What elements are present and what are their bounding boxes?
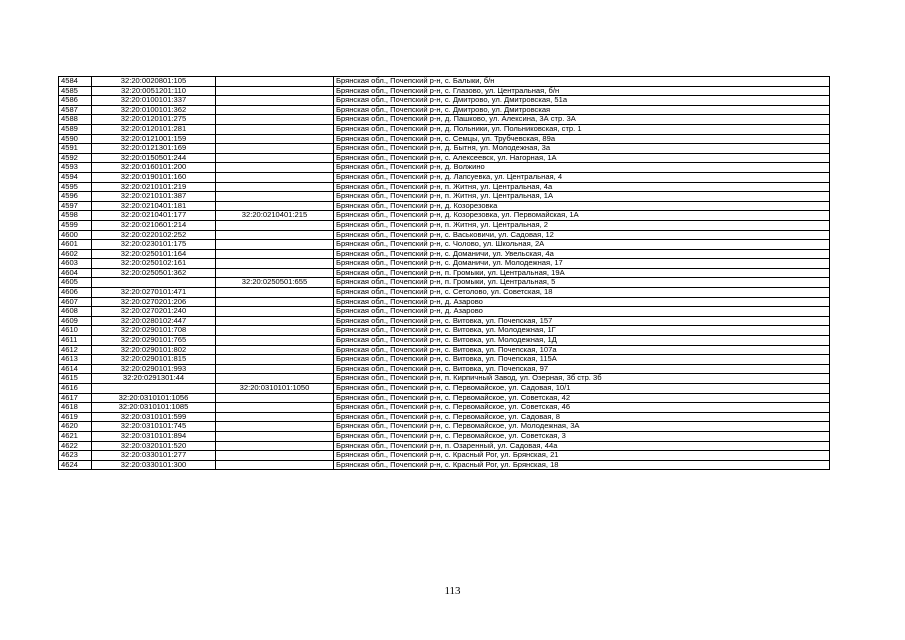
secondary-cadastral-number-cell	[216, 220, 334, 230]
cadastral-number-cell: 32:20:0270201:206	[92, 297, 216, 307]
secondary-cadastral-number-cell	[216, 240, 334, 250]
row-number-cell: 4607	[59, 297, 92, 307]
cadastral-number-cell: 32:20:0291301:44	[92, 374, 216, 384]
secondary-cadastral-number-cell	[216, 192, 334, 202]
table-row	[59, 288, 830, 298]
secondary-cadastral-number-cell	[216, 431, 334, 441]
secondary-cadastral-number-cell	[216, 307, 334, 317]
address-cell: Брянская обл., Почепский р-н, с. Витовка, ул. Почепская, 107а	[334, 345, 830, 355]
row-number-cell: 4585	[59, 86, 92, 96]
cadastral-number-cell: 32:20:0290101:708	[92, 326, 216, 336]
row-number-cell: 4590	[59, 134, 92, 144]
row-number-cell: 4602	[59, 249, 92, 259]
table-row	[59, 316, 830, 326]
table-row	[59, 249, 830, 259]
address-cell: Брянская обл., Почепский р-н, с. Алексеевск, ул. Нагорная, 1А	[334, 153, 830, 163]
cadastral-number-cell: 32:20:0120101:281	[92, 124, 216, 134]
cadastral-number-cell: 32:20:0121301:169	[92, 144, 216, 154]
cadastral-number-cell: 32:20:0290101:802	[92, 345, 216, 355]
address-cell: Брянская обл., Почепский р-н, п. Житня, ул. Центральная, 1А	[334, 192, 830, 202]
row-number-cell: 4596	[59, 192, 92, 202]
table-row	[59, 230, 830, 240]
table-row	[59, 441, 830, 451]
cadastral-number-cell: 32:20:0210401:181	[92, 201, 216, 211]
row-number-cell: 4584	[59, 77, 92, 87]
cadastral-number-cell: 32:20:0051201:110	[92, 86, 216, 96]
cadastral-number-cell: 32:20:0100101:337	[92, 96, 216, 106]
row-number-cell: 4624	[59, 460, 92, 470]
secondary-cadastral-number-cell	[216, 124, 334, 134]
address-cell: Брянская обл., Почепский р-н, с. Первомайское, ул. Молодежная, 3А	[334, 422, 830, 432]
cadastral-number-cell: 32:20:0230101:175	[92, 240, 216, 250]
address-cell: Брянская обл., Почепский р-н, д. Козорезовка	[334, 201, 830, 211]
row-number-cell: 4614	[59, 364, 92, 374]
row-number-cell: 4593	[59, 163, 92, 173]
table-row	[59, 115, 830, 125]
row-number-cell: 4589	[59, 124, 92, 134]
address-cell: Брянская обл., Почепский р-н, с. Доманичи, ул. Молодежная, 17	[334, 259, 830, 269]
cadastral-number-cell: 32:20:0100101:362	[92, 105, 216, 115]
secondary-cadastral-number-cell	[216, 412, 334, 422]
secondary-cadastral-number-cell	[216, 268, 334, 278]
row-number-cell: 4605	[59, 278, 92, 288]
cadastral-number-cell: 32:20:0310101:599	[92, 412, 216, 422]
table-row	[59, 345, 830, 355]
address-cell: Брянская обл., Почепский р-н, с. Дмитрово, ул. Дмитровская	[334, 105, 830, 115]
table-row	[59, 134, 830, 144]
table-row	[59, 268, 830, 278]
address-cell: Брянская обл., Почепский р-н, д. Волжино	[334, 163, 830, 173]
cadastral-number-cell: 32:20:0190101:160	[92, 172, 216, 182]
address-cell: Брянская обл., Почепский р-н, с. Чолово, ул. Школьная, 2А	[334, 240, 830, 250]
address-cell: Брянская обл., Почепский р-н, с. Доманичи, ул. Увельская, 4а	[334, 249, 830, 259]
secondary-cadastral-number-cell	[216, 144, 334, 154]
address-cell: Брянская обл., Почепский р-н, с. Первомайское, ул. Советская, 42	[334, 393, 830, 403]
secondary-cadastral-number-cell	[216, 96, 334, 106]
secondary-cadastral-number-cell	[216, 460, 334, 470]
table-row	[59, 393, 830, 403]
address-cell: Брянская обл., Почепский р-н, с. Первомайское, ул. Советская, 46	[334, 403, 830, 413]
table-row	[59, 451, 830, 461]
cadastral-number-cell: 32:20:0330101:300	[92, 460, 216, 470]
cadastral-number-cell: 32:20:0290101:815	[92, 355, 216, 365]
cadastral-number-cell: 32:20:0210101:387	[92, 192, 216, 202]
row-number-cell: 4622	[59, 441, 92, 451]
secondary-cadastral-number-cell: 32:20:0210401:215	[216, 211, 334, 221]
row-number-cell: 4597	[59, 201, 92, 211]
cadastral-number-cell: 32:20:0310101:1085	[92, 403, 216, 413]
row-number-cell: 4621	[59, 431, 92, 441]
cadastral-number-cell: 32:20:0120101:275	[92, 115, 216, 125]
address-cell: Брянская обл., Почепский р-н, п. Озаренный, ул. Садовая, 44а	[334, 441, 830, 451]
table-row	[59, 374, 830, 384]
table-row	[59, 182, 830, 192]
secondary-cadastral-number-cell	[216, 115, 334, 125]
cadastral-number-cell: 32:20:0020801:105	[92, 77, 216, 87]
secondary-cadastral-number-cell	[216, 336, 334, 346]
address-cell: Брянская обл., Почепский р-н, с. Васьковичи, ул. Садовая, 12	[334, 230, 830, 240]
row-number-cell: 4620	[59, 422, 92, 432]
address-cell: Брянская обл., Почепский р-н, д. Азарово	[334, 307, 830, 317]
row-number-cell: 4618	[59, 403, 92, 413]
address-cell: Брянская обл., Почепский р-н, п. Житня, ул. Центральная, 2	[334, 220, 830, 230]
secondary-cadastral-number-cell	[216, 441, 334, 451]
secondary-cadastral-number-cell	[216, 422, 334, 432]
secondary-cadastral-number-cell	[216, 345, 334, 355]
row-number-cell: 4587	[59, 105, 92, 115]
table-row	[59, 412, 830, 422]
address-cell: Брянская обл., Почепский р-н, с. Первомайское, ул. Садовая, 8	[334, 412, 830, 422]
address-cell: Брянская обл., Почепский р-н, с. Глазово, ул. Центральная, б/н	[334, 86, 830, 96]
row-number-cell: 4599	[59, 220, 92, 230]
secondary-cadastral-number-cell	[216, 297, 334, 307]
registry-table	[58, 76, 830, 470]
row-number-cell: 4608	[59, 307, 92, 317]
row-number-cell: 4586	[59, 96, 92, 106]
table-row	[59, 77, 830, 87]
address-cell: Брянская обл., Почепский р-н, п. Громыки, ул. Центральная, 19А	[334, 268, 830, 278]
cadastral-number-cell: 32:20:0250101:164	[92, 249, 216, 259]
cadastral-number-cell: 32:20:0270201:240	[92, 307, 216, 317]
secondary-cadastral-number-cell	[216, 355, 334, 365]
table-row	[59, 384, 830, 394]
address-cell: Брянская обл., Почепский р-н, д. Козорезовка, ул. Первомайская, 1А	[334, 211, 830, 221]
secondary-cadastral-number-cell	[216, 153, 334, 163]
secondary-cadastral-number-cell	[216, 326, 334, 336]
address-cell: Брянская обл., Почепский р-н, с. Красный Рог, ул. Брянская, 21	[334, 451, 830, 461]
secondary-cadastral-number-cell	[216, 364, 334, 374]
address-cell: Брянская обл., Почепский р-н, с. Первомайское, ул. Советская, 3	[334, 431, 830, 441]
row-number-cell: 4604	[59, 268, 92, 278]
table-row	[59, 240, 830, 250]
secondary-cadastral-number-cell	[216, 288, 334, 298]
row-number-cell: 4613	[59, 355, 92, 365]
row-number-cell: 4612	[59, 345, 92, 355]
table-row	[59, 460, 830, 470]
secondary-cadastral-number-cell	[216, 451, 334, 461]
cadastral-number-cell: 32:20:0310101:894	[92, 431, 216, 441]
secondary-cadastral-number-cell	[216, 77, 334, 87]
row-number-cell: 4609	[59, 316, 92, 326]
address-cell: Брянская обл., Почепский р-н, п. Житня, ул. Центральная, 4а	[334, 182, 830, 192]
table-row	[59, 326, 830, 336]
row-number-cell: 4615	[59, 374, 92, 384]
row-number-cell: 4623	[59, 451, 92, 461]
table-row	[59, 86, 830, 96]
table-row	[59, 297, 830, 307]
table-row	[59, 220, 830, 230]
table-row	[59, 364, 830, 374]
table-row	[59, 96, 830, 106]
cadastral-number-cell: 32:20:0250501:362	[92, 268, 216, 278]
table-row	[59, 105, 830, 115]
address-cell: Брянская обл., Почепский р-н, с. Витовка, ул. Молодежная, 1Г	[334, 326, 830, 336]
table-row	[59, 124, 830, 134]
cadastral-number-cell: 32:20:0210401:177	[92, 211, 216, 221]
cadastral-number-cell: 32:20:0310101:745	[92, 422, 216, 432]
cadastral-number-cell	[92, 278, 216, 288]
cadastral-number-cell: 32:20:0210101:219	[92, 182, 216, 192]
secondary-cadastral-number-cell	[216, 316, 334, 326]
cadastral-number-cell: 32:20:0290101:993	[92, 364, 216, 374]
row-number-cell: 4610	[59, 326, 92, 336]
table-row	[59, 278, 830, 288]
table-row	[59, 336, 830, 346]
address-cell: Брянская обл., Почепский р-н, с. Первомайское, ул. Садовая, 10/1	[334, 384, 830, 394]
table-row	[59, 355, 830, 365]
cadastral-number-cell: 32:20:0220102:252	[92, 230, 216, 240]
address-cell: Брянская обл., Почепский р-н, д. Польники, ул. Польниковская, стр. 1	[334, 124, 830, 134]
row-number-cell: 4595	[59, 182, 92, 192]
address-cell: Брянская обл., Почепский р-н, п. Громыки, ул. Центральная, 5	[334, 278, 830, 288]
secondary-cadastral-number-cell	[216, 134, 334, 144]
table-row	[59, 211, 830, 221]
table-row	[59, 201, 830, 211]
row-number-cell: 4619	[59, 412, 92, 422]
table-row	[59, 153, 830, 163]
address-cell: Брянская обл., Почепский р-н, с. Витовка, ул. Почепская, 157	[334, 316, 830, 326]
cadastral-number-cell: 32:20:0121001:159	[92, 134, 216, 144]
row-number-cell: 4601	[59, 240, 92, 250]
address-cell: Брянская обл., Почепский р-н, с. Витовка, ул. Почепская, 97	[334, 364, 830, 374]
cadastral-number-cell	[92, 384, 216, 394]
row-number-cell: 4603	[59, 259, 92, 269]
row-number-cell: 4594	[59, 172, 92, 182]
address-cell: Брянская обл., Почепский р-н, с. Дмитрово, ул. Дмитровская, 51а	[334, 96, 830, 106]
secondary-cadastral-number-cell	[216, 201, 334, 211]
row-number-cell: 4600	[59, 230, 92, 240]
address-cell: Брянская обл., Почепский р-н, с. Балыки, б/н	[334, 77, 830, 87]
secondary-cadastral-number-cell	[216, 172, 334, 182]
address-cell: Брянская обл., Почепский р-н, д. Бытня, ул. Молодежная, 3а	[334, 144, 830, 154]
table-row	[59, 422, 830, 432]
cadastral-number-cell: 32:20:0210601:214	[92, 220, 216, 230]
cadastral-number-cell: 32:20:0320101:520	[92, 441, 216, 451]
secondary-cadastral-number-cell	[216, 182, 334, 192]
table-row	[59, 403, 830, 413]
cadastral-number-cell: 32:20:0310101:1056	[92, 393, 216, 403]
address-cell: Брянская обл., Почепский р-н, д. Пашково, ул. Алексина, 3А стр. 3А	[334, 115, 830, 125]
table-row	[59, 163, 830, 173]
cadastral-number-cell: 32:20:0280102:447	[92, 316, 216, 326]
row-number-cell: 4588	[59, 115, 92, 125]
cadastral-number-cell: 32:20:0330101:277	[92, 451, 216, 461]
address-cell: Брянская обл., Почепский р-н, с. Витовка, ул. Почепская, 115А	[334, 355, 830, 365]
secondary-cadastral-number-cell	[216, 105, 334, 115]
cadastral-number-cell: 32:20:0290101:765	[92, 336, 216, 346]
address-cell: Брянская обл., Почепский р-н, д. Азарово	[334, 297, 830, 307]
page-number: 113	[444, 585, 461, 597]
table-row	[59, 192, 830, 202]
cadastral-number-cell: 32:20:0250102:161	[92, 259, 216, 269]
table-row	[59, 144, 830, 154]
address-cell: Брянская обл., Почепский р-н, с. Витовка, ул. Молодежная, 1Д	[334, 336, 830, 346]
address-cell: Брянская обл., Почепский р-н, д. Лапсуевка, ул. Центральная, 4	[334, 172, 830, 182]
address-cell: Брянская обл., Почепский р-н, с. Сетолово, ул. Советская, 18	[334, 288, 830, 298]
secondary-cadastral-number-cell	[216, 230, 334, 240]
secondary-cadastral-number-cell: 32:20:0310101:1050	[216, 384, 334, 394]
row-number-cell: 4591	[59, 144, 92, 154]
address-cell: Брянская обл., Почепский р-н, п. Кирпичный Завод, ул. Озерная, 3б стр. 3б	[334, 374, 830, 384]
table-row	[59, 172, 830, 182]
cadastral-number-cell: 32:20:0150501:244	[92, 153, 216, 163]
table-row	[59, 259, 830, 269]
address-cell: Брянская обл., Почепский р-н, с. Семцы, ул. Трубчевская, 89а	[334, 134, 830, 144]
row-number-cell: 4598	[59, 211, 92, 221]
address-cell: Брянская обл., Почепский р-н, с. Красный Рог, ул. Брянская, 18	[334, 460, 830, 470]
row-number-cell: 4611	[59, 336, 92, 346]
secondary-cadastral-number-cell	[216, 249, 334, 259]
row-number-cell: 4617	[59, 393, 92, 403]
secondary-cadastral-number-cell	[216, 374, 334, 384]
table-row	[59, 431, 830, 441]
row-number-cell: 4616	[59, 384, 92, 394]
secondary-cadastral-number-cell	[216, 403, 334, 413]
secondary-cadastral-number-cell	[216, 163, 334, 173]
secondary-cadastral-number-cell	[216, 259, 334, 269]
secondary-cadastral-number-cell	[216, 86, 334, 96]
registry-table-body	[59, 77, 830, 470]
secondary-cadastral-number-cell: 32:20:0250501:655	[216, 278, 334, 288]
cadastral-number-cell: 32:20:0270101:471	[92, 288, 216, 298]
table-row	[59, 307, 830, 317]
row-number-cell: 4606	[59, 288, 92, 298]
secondary-cadastral-number-cell	[216, 393, 334, 403]
cadastral-number-cell: 32:20:0160101:200	[92, 163, 216, 173]
row-number-cell: 4592	[59, 153, 92, 163]
